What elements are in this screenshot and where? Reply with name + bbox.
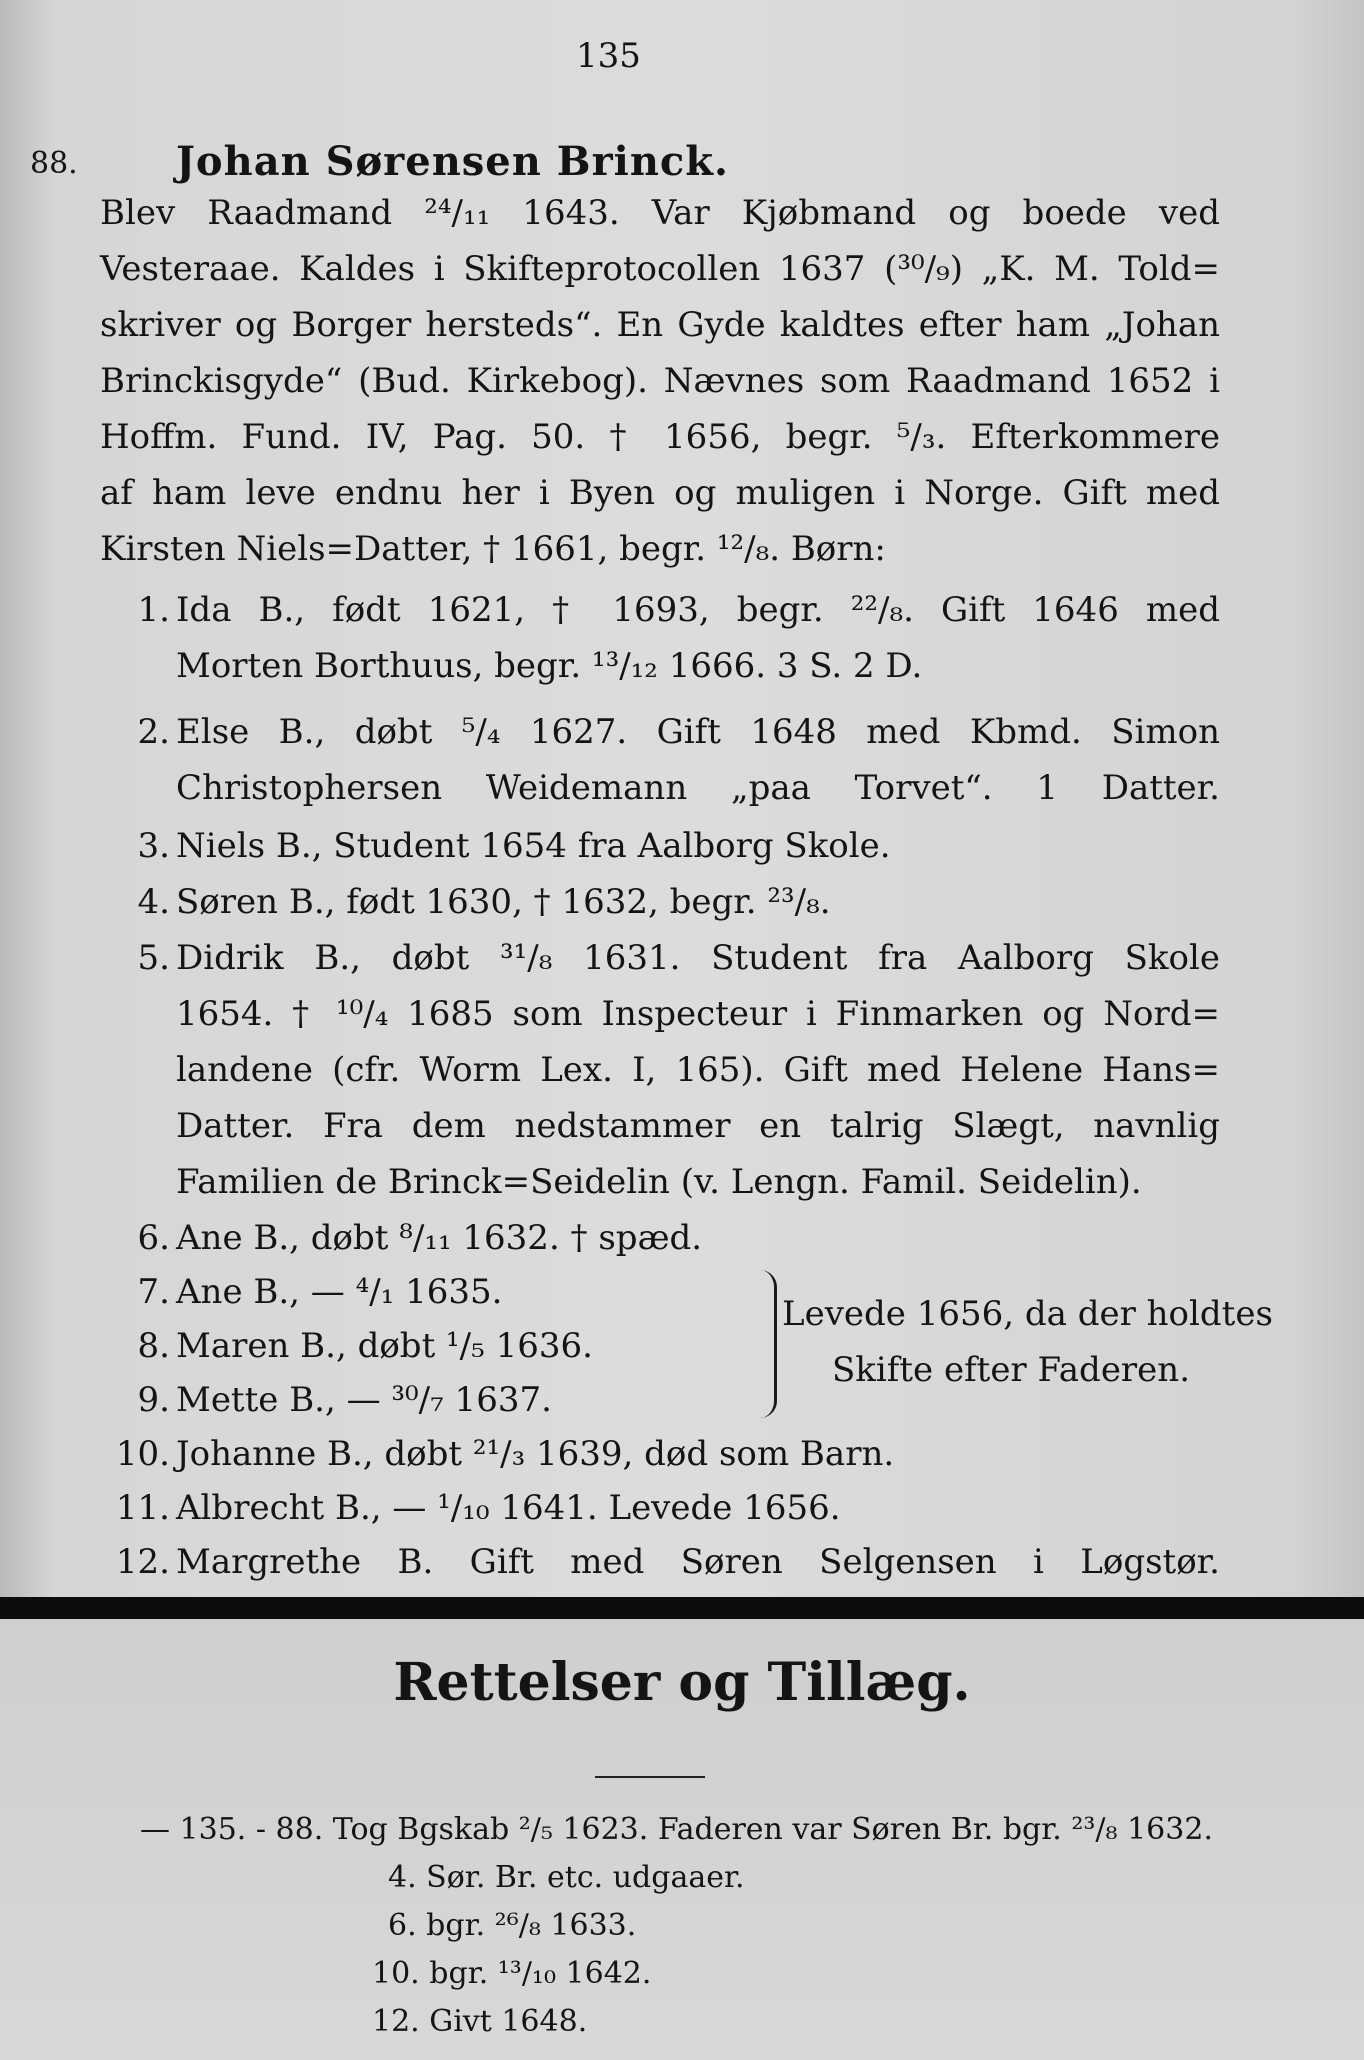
correction-line: — 135. - 88. Tog Bgskab ²/₅ 1623. Faderen var Søren Br. bgr. ²³/₈ 1632. bbox=[140, 1812, 1213, 1847]
brace-note-line: Levede 1656, da der holdtes bbox=[782, 1294, 1273, 1334]
list-item-number: 8. bbox=[137, 1326, 170, 1366]
list-item-text: Margrethe B. Gift med Søren Selgensen i Løgstør. bbox=[176, 1542, 1220, 1582]
section-title: Rettelser og Tillæg. bbox=[393, 1652, 971, 1713]
brace-note-line: Skifte efter Faderen. bbox=[832, 1350, 1191, 1390]
list-item-number: 12. bbox=[115, 1542, 170, 1582]
list-item-text: Mette B., — ³⁰/₇ 1637. bbox=[176, 1380, 552, 1420]
list-item-text: Didrik B., døbt ³¹/₈ 1631. Student fra Aalborg Skole bbox=[176, 938, 1220, 978]
list-item-text: Johanne B., døbt ²¹/₃ 1639, død som Barn. bbox=[176, 1434, 895, 1474]
entry-title: Johan Sørensen Brinck. bbox=[176, 138, 729, 185]
paragraph-line: Kirsten Niels=Datter, † 1661, begr. ¹²/₈. Børn: bbox=[100, 529, 886, 569]
section-divider-bar bbox=[0, 1597, 1364, 1619]
paragraph-line: skriver og Borger hersteds“. En Gyde kaldtes efter ham „Johan bbox=[100, 305, 1220, 345]
list-item-text: Else B., døbt ⁵/₄ 1627. Gift 1648 med Kbmd. Simon bbox=[176, 712, 1220, 752]
title-underline bbox=[595, 1776, 705, 1778]
entry-number: 88. bbox=[30, 146, 78, 181]
list-item-continuation: Datter. Fra dem nedstammer en talrig Slægt, navnlig bbox=[176, 1106, 1220, 1146]
page-number: 135 bbox=[576, 36, 641, 76]
correction-line: 4. Sør. Br. etc. udgaaer. bbox=[388, 1860, 745, 1895]
list-item-number: 11. bbox=[115, 1488, 170, 1528]
list-item-text: Ida B., født 1621, † 1693, begr. ²²/₈. Gift 1646 med bbox=[176, 590, 1220, 630]
paragraph-line: Vesteraae. Kaldes i Skifteprotocollen 1637 (³⁰/₉) „K. M. Told= bbox=[100, 249, 1220, 289]
list-item-text: Maren B., døbt ¹/₅ 1636. bbox=[176, 1326, 593, 1366]
list-item-continuation: Christophersen Weidemann „paa Torvet“. 1 Datter. bbox=[176, 768, 1220, 808]
list-item-number: 5. bbox=[137, 938, 170, 978]
list-item-text: Ane B., — ⁴/₁ 1635. bbox=[176, 1272, 503, 1312]
paragraph-line: af ham leve endnu her i Byen og muligen i Norge. Gift med bbox=[100, 473, 1220, 513]
list-item-text: Albrecht B., — ¹/₁₀ 1641. Levede 1656. bbox=[176, 1488, 841, 1528]
list-item-number: 2. bbox=[137, 712, 170, 752]
list-item-text: Søren B., født 1630, † 1632, begr. ²³/₈. bbox=[176, 882, 831, 922]
list-item-continuation: landene (cfr. Worm Lex. I, 165). Gift med Helene Hans= bbox=[176, 1050, 1220, 1090]
list-item-number: 10. bbox=[115, 1434, 170, 1474]
list-item-continuation: Morten Borthuus, begr. ¹³/₁₂ 1666. 3 S. 2 D. bbox=[176, 646, 923, 686]
list-item-number: 6. bbox=[137, 1218, 170, 1258]
paragraph-line: Brinckisgyde“ (Bud. Kirkebog). Nævnes som Raadmand 1652 i bbox=[100, 361, 1220, 401]
list-item-number: 4. bbox=[137, 882, 170, 922]
paragraph-line: Blev Raadmand ²⁴/₁₁ 1643. Var Kjøbmand og boede ved bbox=[100, 193, 1220, 233]
correction-line: 6. bgr. ²⁶/₈ 1633. bbox=[388, 1908, 637, 1943]
list-item-number: 3. bbox=[137, 826, 170, 866]
paragraph-line: Hoffm. Fund. IV, Pag. 50. † 1656, begr. ⁵/₃. Efterkommere bbox=[100, 417, 1220, 457]
correction-line: 12. Givt 1648. bbox=[372, 2004, 588, 2039]
list-item-number: 9. bbox=[137, 1380, 170, 1420]
list-item-text: Ane B., døbt ⁸/₁₁ 1632. † spæd. bbox=[176, 1218, 703, 1258]
correction-line: 10. bgr. ¹³/₁₀ 1642. bbox=[372, 1956, 652, 1991]
list-item-text: Niels B., Student 1654 fra Aalborg Skole. bbox=[176, 826, 891, 866]
list-item-number: 7. bbox=[137, 1272, 170, 1312]
list-item-number: 1. bbox=[137, 590, 170, 630]
curly-brace bbox=[760, 1270, 777, 1418]
list-item-continuation: Familien de Brinck=Seidelin (v. Lengn. Famil. Seidelin). bbox=[176, 1162, 1142, 1202]
list-item-continuation: 1654. † ¹⁰/₄ 1685 som Inspecteur i Finmarken og Nord= bbox=[176, 994, 1220, 1034]
